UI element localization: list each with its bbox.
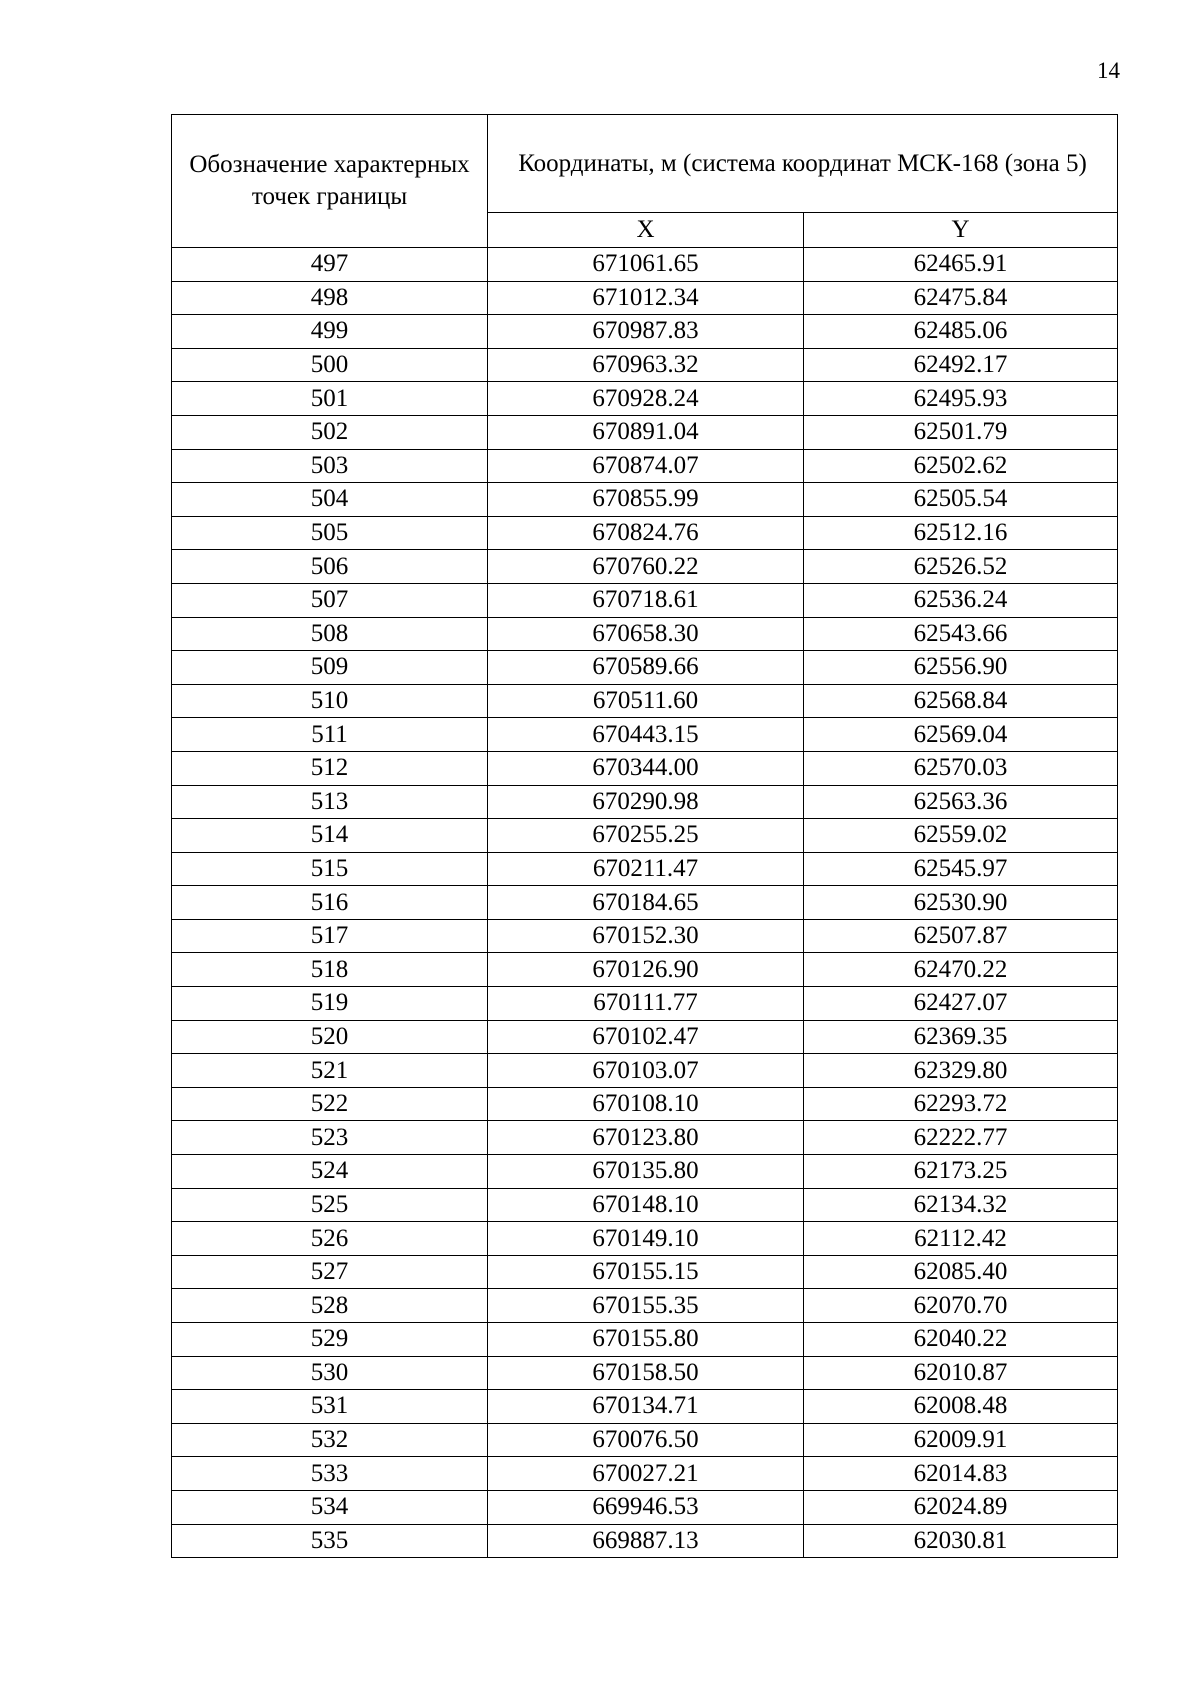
table-row [172,819,1118,853]
coordinates-table [171,114,1118,1558]
y-coordinate-cell: 62009.91 [804,1423,1118,1457]
table-header [172,115,1118,248]
table-row [172,886,1118,920]
x-coordinate-cell: 670511.60 [488,684,804,718]
table-row [172,281,1118,315]
table-row [172,1054,1118,1088]
x-coordinate-cell: 670027.21 [488,1457,804,1491]
y-coordinate-cell: 62502.62 [804,449,1118,483]
x-coordinate-cell: 670987.83 [488,315,804,349]
point-cell: 532 [172,1423,488,1457]
point-cell: 514 [172,819,488,853]
point-cell: 501 [172,382,488,416]
x-coordinate-cell: 670149.10 [488,1222,804,1256]
table-row [172,415,1118,449]
point-cell: 505 [172,516,488,550]
y-coordinate-cell: 62568.84 [804,684,1118,718]
x-coordinate-cell: 670760.22 [488,550,804,584]
y-coordinate-cell: 62030.81 [804,1524,1118,1558]
table-row [172,315,1118,349]
x-coordinate-cell: 670158.50 [488,1356,804,1390]
point-cell: 530 [172,1356,488,1390]
table-row [172,684,1118,718]
point-cell: 524 [172,1155,488,1189]
point-cell: 506 [172,550,488,584]
y-coordinate-cell: 62024.89 [804,1490,1118,1524]
x-coordinate-cell: 670963.32 [488,348,804,382]
y-coordinate-cell: 62507.87 [804,919,1118,953]
point-cell: 534 [172,1490,488,1524]
point-cell: 511 [172,718,488,752]
y-coordinate-cell: 62173.25 [804,1155,1118,1189]
x-coordinate-cell: 670443.15 [488,718,804,752]
x-coordinate-cell: 670134.71 [488,1390,804,1424]
x-coordinate-cell: 670255.25 [488,819,804,853]
y-coordinate-cell: 62329.80 [804,1054,1118,1088]
page-number: 14 [1097,58,1120,83]
point-cell: 518 [172,953,488,987]
y-coordinate-cell: 62465.91 [804,248,1118,282]
y-coordinate-cell: 62501.79 [804,415,1118,449]
table-row [172,785,1118,819]
x-coordinate-cell: 670108.10 [488,1087,804,1121]
point-cell: 513 [172,785,488,819]
y-coordinate-cell: 62569.04 [804,718,1118,752]
table-row [172,583,1118,617]
point-cell: 531 [172,1390,488,1424]
table-row [172,1457,1118,1491]
y-coordinate-cell: 62134.32 [804,1188,1118,1222]
point-cell: 498 [172,281,488,315]
table-row [172,1356,1118,1390]
y-column-header: Y [804,213,1118,248]
table-body [172,248,1118,1558]
x-coordinate-cell: 670103.07 [488,1054,804,1088]
y-coordinate-cell: 62545.97 [804,852,1118,886]
table-row [172,852,1118,886]
x-coordinate-cell: 669946.53 [488,1490,804,1524]
table-row [172,1255,1118,1289]
point-cell: 516 [172,886,488,920]
table-row [172,1188,1118,1222]
table-row [172,1323,1118,1357]
table-row [172,248,1118,282]
point-cell: 500 [172,348,488,382]
table-row [172,1121,1118,1155]
y-coordinate-cell: 62010.87 [804,1356,1118,1390]
x-coordinate-cell: 670152.30 [488,919,804,953]
x-coordinate-cell: 670155.35 [488,1289,804,1323]
x-column-header: X [488,213,804,248]
coordinates-group-header: Координаты, м (система координат МСК-168 (зона 5) [488,115,1118,213]
point-cell: 503 [172,449,488,483]
x-coordinate-cell: 670148.10 [488,1188,804,1222]
x-coordinate-cell: 671061.65 [488,248,804,282]
table-row [172,449,1118,483]
point-cell: 502 [172,415,488,449]
y-coordinate-cell: 62556.90 [804,651,1118,685]
y-coordinate-cell: 62475.84 [804,281,1118,315]
table-row [172,751,1118,785]
point-cell: 535 [172,1524,488,1558]
x-coordinate-cell: 670824.76 [488,516,804,550]
point-cell: 520 [172,1020,488,1054]
point-cell: 515 [172,852,488,886]
y-coordinate-cell: 62563.36 [804,785,1118,819]
x-coordinate-cell: 669887.13 [488,1524,804,1558]
table-row [172,1289,1118,1323]
y-coordinate-cell: 62570.03 [804,751,1118,785]
y-coordinate-cell: 62543.66 [804,617,1118,651]
point-cell: 504 [172,483,488,517]
y-coordinate-cell: 62559.02 [804,819,1118,853]
y-coordinate-cell: 62485.06 [804,315,1118,349]
x-coordinate-cell: 670855.99 [488,483,804,517]
point-cell: 517 [172,919,488,953]
point-cell: 529 [172,1323,488,1357]
header-row-top [172,115,1118,213]
table-row [172,1423,1118,1457]
table-row [172,617,1118,651]
point-cell: 521 [172,1054,488,1088]
y-coordinate-cell: 62070.70 [804,1289,1118,1323]
table-row [172,953,1118,987]
y-coordinate-cell: 62530.90 [804,886,1118,920]
x-coordinate-cell: 670155.15 [488,1255,804,1289]
x-coordinate-cell: 670891.04 [488,415,804,449]
table-row [172,1087,1118,1121]
y-coordinate-cell: 62512.16 [804,516,1118,550]
point-cell: 507 [172,583,488,617]
x-coordinate-cell: 670135.80 [488,1155,804,1189]
x-coordinate-cell: 670589.66 [488,651,804,685]
point-cell: 525 [172,1188,488,1222]
point-cell: 509 [172,651,488,685]
x-coordinate-cell: 670184.65 [488,886,804,920]
point-cell: 497 [172,248,488,282]
point-cell: 523 [172,1121,488,1155]
y-coordinate-cell: 62085.40 [804,1255,1118,1289]
point-cell: 527 [172,1255,488,1289]
x-coordinate-cell: 670718.61 [488,583,804,617]
x-coordinate-cell: 671012.34 [488,281,804,315]
x-coordinate-cell: 670658.30 [488,617,804,651]
y-coordinate-cell: 62008.48 [804,1390,1118,1424]
x-coordinate-cell: 670211.47 [488,852,804,886]
table-row [172,382,1118,416]
table-row [172,516,1118,550]
table-row [172,1020,1118,1054]
x-coordinate-cell: 670123.80 [488,1121,804,1155]
y-coordinate-cell: 62495.93 [804,382,1118,416]
x-coordinate-cell: 670102.47 [488,1020,804,1054]
y-coordinate-cell: 62470.22 [804,953,1118,987]
table-row [172,651,1118,685]
table-row [172,1222,1118,1256]
point-cell: 508 [172,617,488,651]
table-row [172,1490,1118,1524]
y-coordinate-cell: 62526.52 [804,550,1118,584]
x-coordinate-cell: 670290.98 [488,785,804,819]
x-coordinate-cell: 670155.80 [488,1323,804,1357]
y-coordinate-cell: 62505.54 [804,483,1118,517]
table-row [172,718,1118,752]
point-cell: 533 [172,1457,488,1491]
point-cell: 499 [172,315,488,349]
x-coordinate-cell: 670076.50 [488,1423,804,1457]
table-row [172,1524,1118,1558]
y-coordinate-cell: 62222.77 [804,1121,1118,1155]
table-row [172,483,1118,517]
point-cell: 526 [172,1222,488,1256]
table-row [172,1390,1118,1424]
point-cell: 510 [172,684,488,718]
point-column-header: Обозначение характерных точек границы [172,115,488,248]
y-coordinate-cell: 62492.17 [804,348,1118,382]
table-row [172,550,1118,584]
point-cell: 528 [172,1289,488,1323]
x-coordinate-cell: 670111.77 [488,987,804,1021]
point-cell: 512 [172,751,488,785]
point-cell: 519 [172,987,488,1021]
y-coordinate-cell: 62536.24 [804,583,1118,617]
y-coordinate-cell: 62112.42 [804,1222,1118,1256]
y-coordinate-cell: 62427.07 [804,987,1118,1021]
y-coordinate-cell: 62293.72 [804,1087,1118,1121]
y-coordinate-cell: 62369.35 [804,1020,1118,1054]
y-coordinate-cell: 62040.22 [804,1323,1118,1357]
y-coordinate-cell: 62014.83 [804,1457,1118,1491]
x-coordinate-cell: 670928.24 [488,382,804,416]
table-row [172,919,1118,953]
point-cell: 522 [172,1087,488,1121]
table-row [172,348,1118,382]
x-coordinate-cell: 670874.07 [488,449,804,483]
table-row [172,987,1118,1021]
x-coordinate-cell: 670126.90 [488,953,804,987]
table-row [172,1155,1118,1189]
x-coordinate-cell: 670344.00 [488,751,804,785]
